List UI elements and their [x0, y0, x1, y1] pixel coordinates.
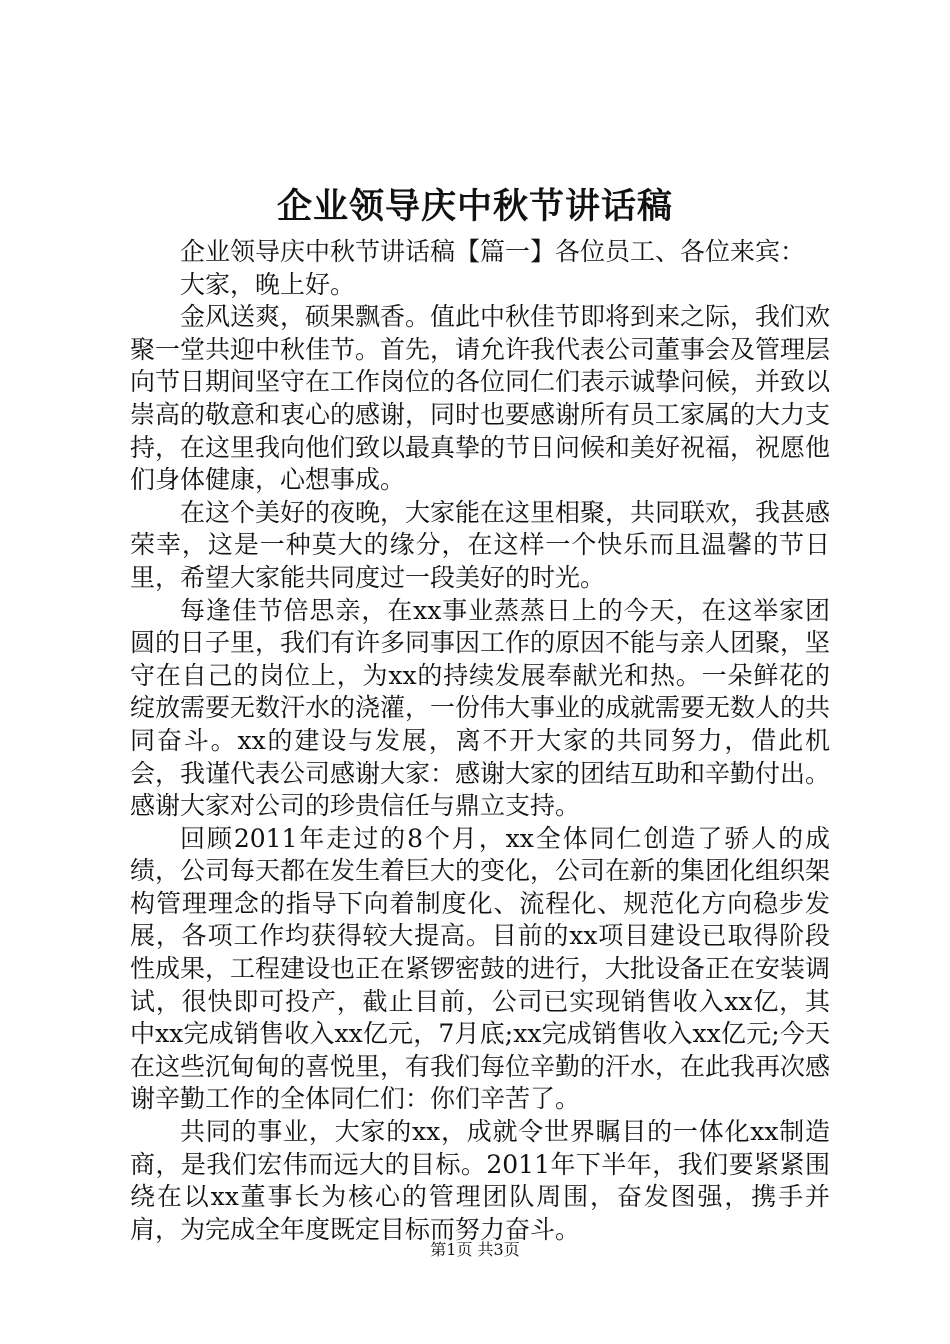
paragraph-2: 在这个美好的夜晚，大家能在这里相聚，共同联欢，我甚感荣幸，这是一种莫大的缘分，在这样一个快乐而且温馨的节日里，希望大家能共同度过一段美好的时光。	[130, 497, 831, 592]
paragraph-1: 金风送爽，硕果飘香。值此中秋佳节即将到来之际，我们欢聚一堂共迎中秋佳节。首先，请允许我代表公司董事会及管理层向节日期间坚守在工作岗位的各位同仁们表示诚挚问候，并致以崇高的敬意和衷心的感谢，同时也要感谢所有员工家属的大力支持，在这里我向他们致以最真挚的节日问候和美好祝福，祝愿他们身体健康，心想事成。	[130, 302, 831, 495]
paragraph-3: 每逢佳节倍思亲，在xx事业蒸蒸日上的今天，在这举家团圆的日子里，我们有许多同事因工作的原因不能与亲人团聚，坚守在自己的岗位上，为xx的持续发展奉献光和热。一朵鲜花的绽放需要无数汗水的浇灌，一份伟大事业的成就需要无数人的共同奋斗。xx的建设与发展，离不开大家的共同努力，借此机会，我谨代表公司感谢大家：感谢大家的团结互助和辛勤付出。感谢大家对公司的珍贵信任与鼎立支持。	[130, 595, 831, 821]
paragraph-5: 共同的事业，大家的xx，成就令世界瞩目的一体化xx制造商，是我们宏伟而远大的目标。2011年下半年，我们要紧紧围绕在以xx董事长为核心的管理团队周围，奋发图强，携手并肩，为完成全年度既定目标而努力奋斗。	[130, 1117, 830, 1244]
page-footer: 第1页 共3页	[430, 1240, 520, 1259]
paragraph-4: 回顾2011年走过的8个月，xx全体同仁创造了骄人的成绩，公司每天都在发生着巨大的变化，公司在新的集团化组织架构管理理念的指导下向着制度化、流程化、规范化方向稳步发展，各项工作均获得较大提高。目前的xx项目建设已取得阶段性成果，工程建设也正在紧锣密鼓的进行，大批设备正在安装调试，很快即可投产，截止目前，公司已实现销售收入xx亿，其中xx完成销售收入xx亿元，7月底;xx完成销售收入xx亿元;今天在这些沉甸甸的喜悦里，有我们每位辛勤的汗水，在此我再次感谢辛勤工作的全体同仁们：你们辛苦了。	[130, 823, 831, 1114]
document-title: 企业领导庆中秋节讲话稿	[276, 186, 673, 227]
paragraph-salutation: 大家，晚上好。	[180, 269, 356, 299]
document-body	[130, 236, 830, 1246]
paragraph-greeting: 企业领导庆中秋节讲话稿【篇一】各位员工、各位来宾：	[180, 237, 806, 266]
